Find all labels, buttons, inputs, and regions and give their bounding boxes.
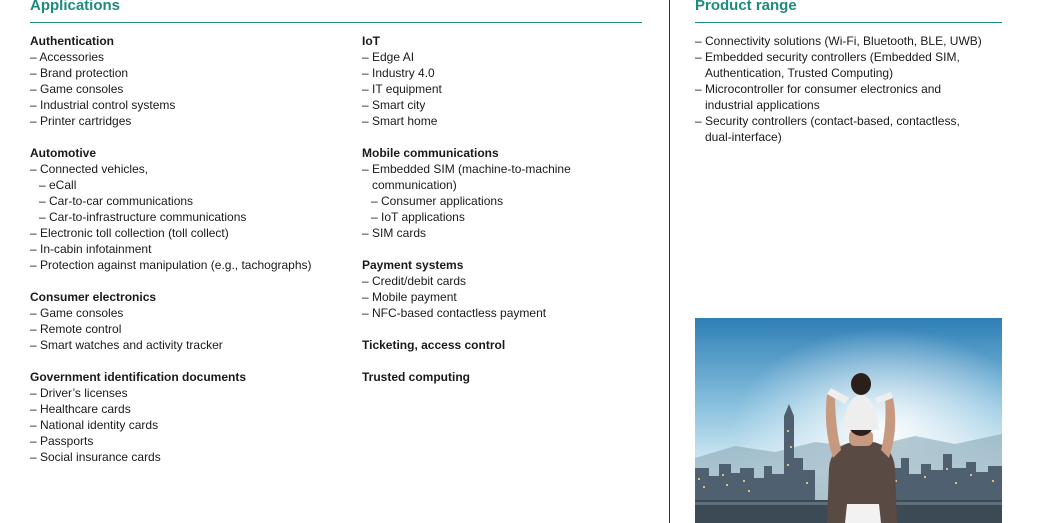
product-range-item: – Microcontroller for consumer electronics and: [695, 82, 942, 96]
product-range-item: industrial applications: [705, 98, 820, 112]
list-item: – Industry 4.0: [362, 66, 435, 80]
sub-list-item: – IoT applications: [371, 210, 465, 224]
section-title: Government identification documents: [30, 370, 247, 384]
section-authentication: [30, 33, 350, 129]
list-item: – Industrial control systems: [30, 98, 176, 112]
sub-list-item: – Car-to-infrastructure communications: [39, 210, 247, 224]
product-range-item: – Embedded security controllers (Embedded SIM,: [695, 50, 960, 64]
list-item: – Smart city: [362, 98, 426, 112]
list-item: – NFC-based contactless payment: [362, 306, 547, 320]
product-range-heading-rule: [695, 22, 1002, 23]
section-title: Consumer electronics: [30, 290, 157, 304]
product-range-item: – Connectivity solutions (Wi-Fi, Bluetooth, BLE, UWB): [695, 34, 982, 48]
section-title: Automotive: [30, 146, 96, 160]
product-range-item: Authentication, Trusted Computing): [705, 66, 894, 80]
list-item: – Driver’s licenses: [30, 386, 128, 400]
list-item: – IT equipment: [362, 82, 442, 96]
product-range-item: – Security controllers (contact-based, contactless,: [695, 114, 960, 128]
list-item: communication): [372, 178, 457, 192]
list-item: – Connected vehicles,: [30, 162, 149, 176]
section-automotive: [30, 145, 350, 273]
list-item: – Remote control: [30, 322, 122, 336]
list-item: – National identity cards: [30, 418, 159, 432]
list-item: – Social insurance cards: [30, 450, 161, 464]
list-item: – Printer cartridges: [30, 114, 132, 128]
applications-heading-rule: [30, 22, 642, 23]
section-trusted-computing: [362, 369, 652, 385]
list-item: – Protection against manipulation (e.g., tachographs): [30, 258, 312, 272]
list-item: – Smart watches and activity tracker: [30, 338, 223, 352]
section-title: IoT: [362, 34, 380, 48]
section-ticketing-access-control: [362, 337, 652, 353]
section-mobile-communications: [362, 145, 652, 241]
list-item: – Game consoles: [30, 306, 124, 320]
sub-list-item: – eCall: [39, 178, 77, 192]
city-skyline-photo: [695, 318, 1002, 523]
list-item: – Electronic toll collection (toll collect): [30, 226, 229, 240]
list-item: – Mobile payment: [362, 290, 457, 304]
product-range-item: dual-interface): [705, 130, 782, 144]
applications-column-1: [30, 33, 350, 481]
product-range-list: [695, 33, 995, 145]
section-title: Ticketing, access control: [362, 338, 506, 352]
list-item: – SIM cards: [362, 226, 427, 240]
section-title: Trusted computing: [362, 370, 470, 384]
applications-column-2: [362, 33, 652, 401]
product-range-heading: Product range: [695, 0, 797, 14]
section-iot: [362, 33, 652, 129]
list-item: – Game consoles: [30, 82, 124, 96]
sub-list-item: – Consumer applications: [371, 194, 504, 208]
column-divider: [669, 0, 670, 523]
sub-list-item: – Car-to-car communications: [39, 194, 194, 208]
section-government-identification-documents: [30, 369, 350, 465]
list-item: – Healthcare cards: [30, 402, 131, 416]
section-title: Authentication: [30, 34, 114, 48]
list-item: – Accessories: [30, 50, 105, 64]
list-item: – Smart home: [362, 114, 438, 128]
list-item: – Passports: [30, 434, 94, 448]
section-payment-systems: [362, 257, 652, 321]
list-item: – Brand protection: [30, 66, 129, 80]
section-title: Payment systems: [362, 258, 464, 272]
section-consumer-electronics: [30, 289, 350, 353]
list-item: – In-cabin infotainment: [30, 242, 152, 256]
list-item: – Credit/debit cards: [362, 274, 467, 288]
list-item: – Embedded SIM (machine-to-machine: [362, 162, 571, 176]
list-item: – Edge AI: [362, 50, 415, 64]
applications-heading: Applications: [30, 0, 121, 14]
section-title: Mobile communications: [362, 146, 499, 160]
